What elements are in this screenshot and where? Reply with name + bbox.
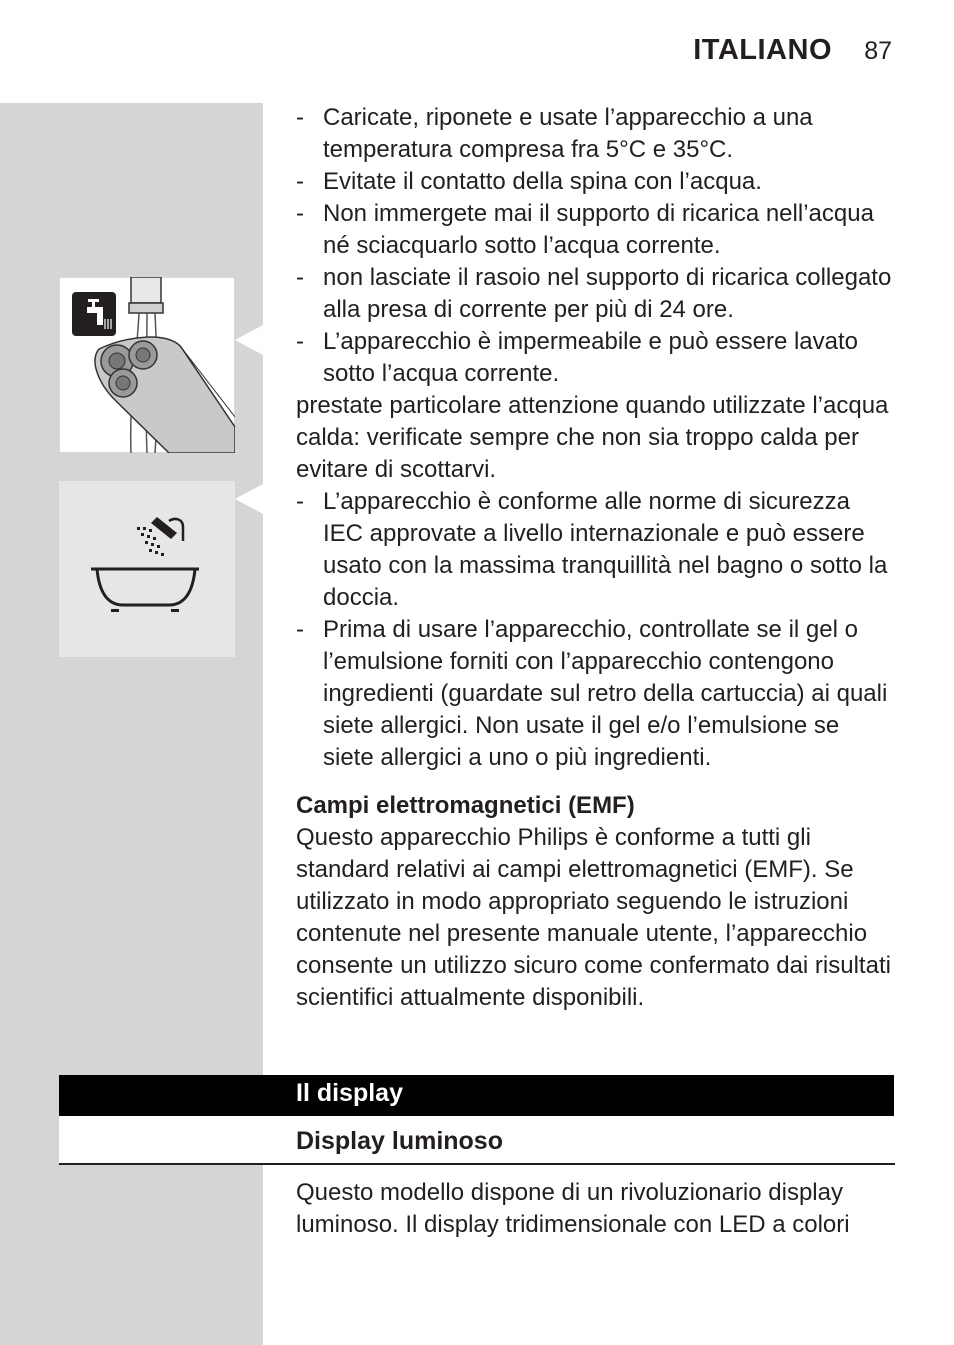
display-paragraph: Questo modello dispone di un rivoluzionario display luminoso. Il display tridimensionale con LED a colori: [296, 1179, 850, 1238]
list-item: - Caricate, riponete e usate l’apparecchio a una temperatura compresa fra 5°C e 35°C.: [296, 104, 813, 163]
list-item: - L’apparecchio è impermeabile e può essere lavato sotto l’acqua corrente.: [296, 328, 858, 387]
emf-heading: Campi elettromagnetici (EMF): [296, 792, 635, 819]
subsection-divider: [59, 1163, 895, 1165]
bathtub-figure: [59, 481, 235, 657]
subsection-title: Display luminoso: [296, 1127, 503, 1155]
page-number: 87: [864, 37, 892, 65]
safety-text: [296, 102, 896, 774]
page-header: [560, 34, 894, 74]
shaver-rinse-figure: [59, 277, 235, 453]
section-title: Il display: [296, 1079, 403, 1107]
language-label: ITALIANO: [693, 34, 832, 66]
figure-pointer-1: [235, 325, 265, 355]
emf-section: [296, 790, 896, 1014]
list-item: - Evitate il contatto della spina con l’acqua.: [296, 168, 762, 195]
subsection-gap: [59, 1116, 263, 1164]
list-item: - non lasciate il rasoio nel supporto di ricarica collegato alla presa di corrente per più di 24 ore.: [296, 264, 892, 323]
bathtub-shower-illustration: [59, 481, 235, 657]
hot-water-note: prestate particolare attenzione quando utilizzate l’acqua calda: verificate sempre che non sia troppo calda per evitare di scottarvi.: [296, 392, 889, 483]
list-item: - Non immergete mai il supporto di ricarica nell’acqua né sciacquarlo sotto l’acqua corrente.: [296, 200, 874, 259]
shaver-rinse-illustration: [59, 277, 235, 453]
emf-text: Questo apparecchio Philips è conforme a tutti gli standard relativi ai campi elettromagnetici (EMF). Se utilizzato in modo appropriato seguendo le istruzioni contenute nel presente manuale utente, l’apparecchio consente un utilizzo sicuro come confermato dai risultati scientifici attualmente disponibili.: [296, 824, 891, 1011]
figure-pointer-2: [235, 484, 265, 514]
section-header-bar: [59, 1075, 894, 1116]
list-item: - Prima di usare l’apparecchio, controllate se il gel o l’emulsione forniti con l’apparecchio contengono ingredienti (guardate sul retro della cartuccia) ai quali siete allergici. Non usate il gel e/o l’emulsione se siete allergici a uno o più ingredienti.: [296, 616, 888, 771]
display-text: [296, 1177, 896, 1241]
list-item: - L’apparecchio è conforme alle norme di sicurezza IEC approvate a livello internazionale e può essere usato con la massima tranquillità nel bagno o sotto la doccia.: [296, 488, 888, 611]
